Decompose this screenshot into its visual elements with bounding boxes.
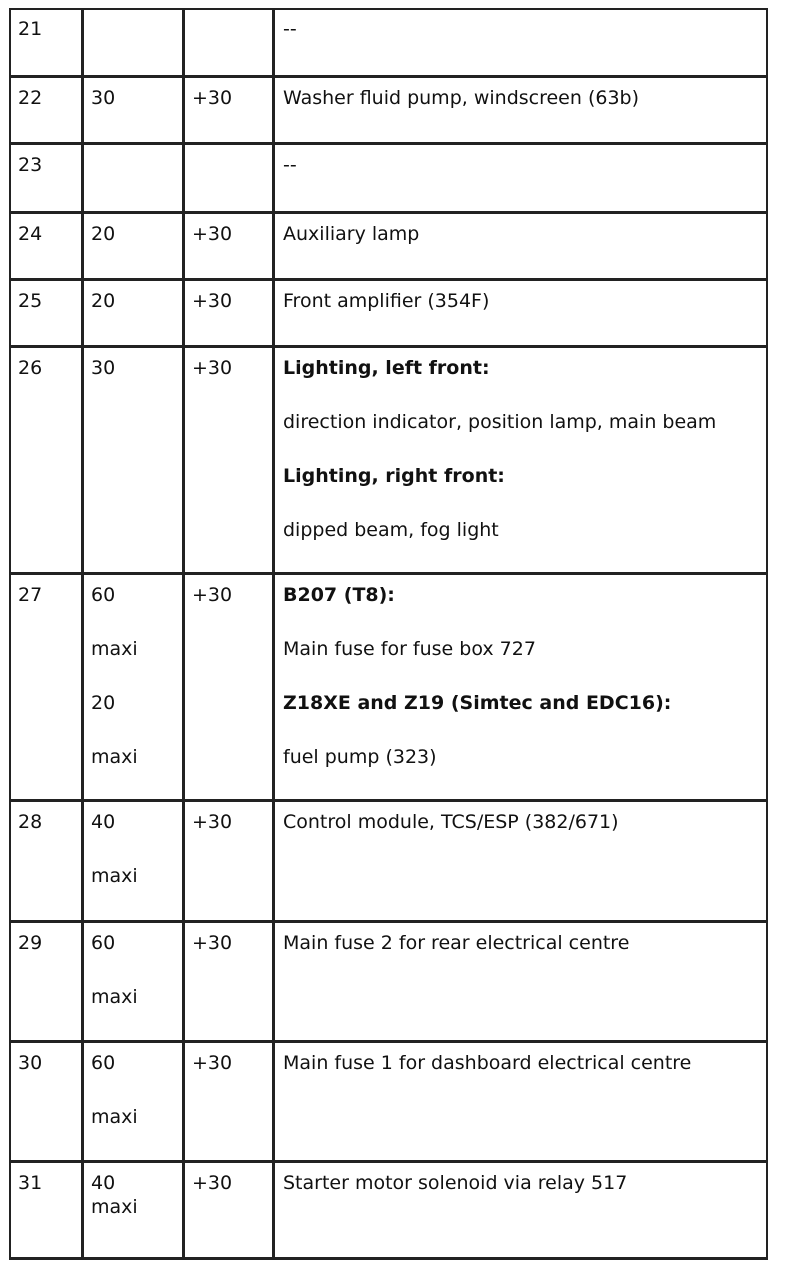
table-row — [9, 923, 768, 1043]
circuit-text: Control module, TCS/ESP (382/671) — [283, 811, 619, 833]
fuse-rating-cell — [81, 1043, 182, 1160]
circuit-description-cell — [272, 9, 768, 75]
circuit-text: Washer fluid pump, windscreen (63b) — [283, 87, 640, 109]
fuse-number-cell: 31 — [9, 1163, 81, 1257]
circuit-description-cell — [272, 1163, 768, 1257]
circuit-heading: Lighting, left front: — [283, 357, 490, 379]
fuse-number-cell: 22 — [9, 78, 81, 142]
circuit-heading: B207 (T8): — [283, 584, 395, 606]
fuse-rating-line: maxi — [91, 1196, 138, 1218]
circuit-text: -- — [283, 154, 297, 176]
fuse-rating-cell — [81, 281, 182, 345]
fuse-rating-line: 60 — [91, 932, 116, 954]
circuit-text: fuel pump (323) — [283, 746, 437, 768]
fuse-rating-line: maxi — [91, 865, 138, 887]
circuit-description-cell — [272, 145, 768, 211]
table-row — [9, 281, 768, 348]
fuse-rating-cell — [81, 9, 182, 75]
circuit-description-cell — [272, 281, 768, 345]
terminal-cell — [182, 9, 272, 75]
fuse-rating-line: 20 — [91, 692, 116, 714]
fuse-rating-cell — [81, 214, 182, 278]
fuse-rating-cell — [81, 923, 182, 1040]
circuit-description-cell — [272, 923, 768, 1040]
circuit-text: Main fuse for fuse box 727 — [283, 638, 536, 660]
circuit-text: Main fuse 2 for rear electrical centre — [283, 932, 630, 954]
fuse-number-cell: 24 — [9, 214, 81, 278]
fuse-rating-cell — [81, 348, 182, 572]
circuit-description-cell — [272, 575, 768, 799]
table-row — [9, 1163, 768, 1260]
circuit-text: Starter motor solenoid via relay 517 — [283, 1172, 628, 1194]
circuit-heading: Z18XE and Z19 (Simtec and EDC16): — [283, 692, 672, 714]
fuse-rating-line: 60 — [91, 1052, 116, 1074]
fuse-rating-line: maxi — [91, 746, 138, 768]
circuit-description-cell — [272, 802, 768, 920]
fuse-rating-line: maxi — [91, 986, 138, 1008]
fuse-rating-line: maxi — [91, 1106, 138, 1128]
fuse-number-cell: 21 — [9, 9, 81, 75]
fuse-rating-cell — [81, 802, 182, 920]
fuse-rating-cell — [81, 1163, 182, 1257]
table-row — [9, 145, 768, 214]
fuse-rating-cell — [81, 145, 182, 211]
fuse-table — [9, 9, 768, 1260]
circuit-text: direction indicator, position lamp, main beam — [283, 411, 717, 433]
table-row — [9, 214, 768, 281]
terminal-cell: +30 — [182, 802, 272, 920]
circuit-text: Front amplifier (354F) — [283, 290, 490, 312]
fuse-number-cell: 25 — [9, 281, 81, 345]
fuse-rating-line: 30 — [91, 357, 116, 379]
circuit-description-cell — [272, 78, 768, 142]
fuse-number-cell: 23 — [9, 145, 81, 211]
table-row — [9, 1043, 768, 1163]
fuse-rating-line: 40 — [91, 1172, 116, 1194]
terminal-cell: +30 — [182, 923, 272, 1040]
table-row — [9, 575, 768, 802]
table-row — [9, 9, 768, 78]
circuit-text: Main fuse 1 for dashboard electrical centre — [283, 1052, 692, 1074]
fuse-rating-line: maxi — [91, 638, 138, 660]
table-row — [9, 802, 768, 923]
circuit-text: -- — [283, 18, 297, 40]
fuse-rating-cell — [81, 575, 182, 799]
fuse-number-cell: 29 — [9, 923, 81, 1040]
fuse-number-cell: 30 — [9, 1043, 81, 1160]
circuit-description-cell — [272, 1043, 768, 1160]
fuse-rating-line: 30 — [91, 87, 116, 109]
circuit-heading: Lighting, right front: — [283, 465, 505, 487]
table-row — [9, 78, 768, 145]
terminal-cell — [182, 145, 272, 211]
terminal-cell: +30 — [182, 1163, 272, 1257]
table-row — [9, 348, 768, 575]
terminal-cell: +30 — [182, 575, 272, 799]
fuse-rating-line: 20 — [91, 290, 116, 312]
fuse-number-cell: 27 — [9, 575, 81, 799]
circuit-text: Auxiliary lamp — [283, 223, 420, 245]
fuse-rating-line: 60 — [91, 584, 116, 606]
terminal-cell: +30 — [182, 281, 272, 345]
fuse-rating-cell — [81, 78, 182, 142]
circuit-description-cell — [272, 348, 768, 572]
terminal-cell: +30 — [182, 348, 272, 572]
terminal-cell: +30 — [182, 1043, 272, 1160]
fuse-rating-line: 20 — [91, 223, 116, 245]
terminal-cell: +30 — [182, 78, 272, 142]
fuse-number-cell: 28 — [9, 802, 81, 920]
terminal-cell: +30 — [182, 214, 272, 278]
fuse-rating-line: 40 — [91, 811, 116, 833]
fuse-number-cell: 26 — [9, 348, 81, 572]
circuit-description-cell — [272, 214, 768, 278]
circuit-text: dipped beam, fog light — [283, 519, 499, 541]
